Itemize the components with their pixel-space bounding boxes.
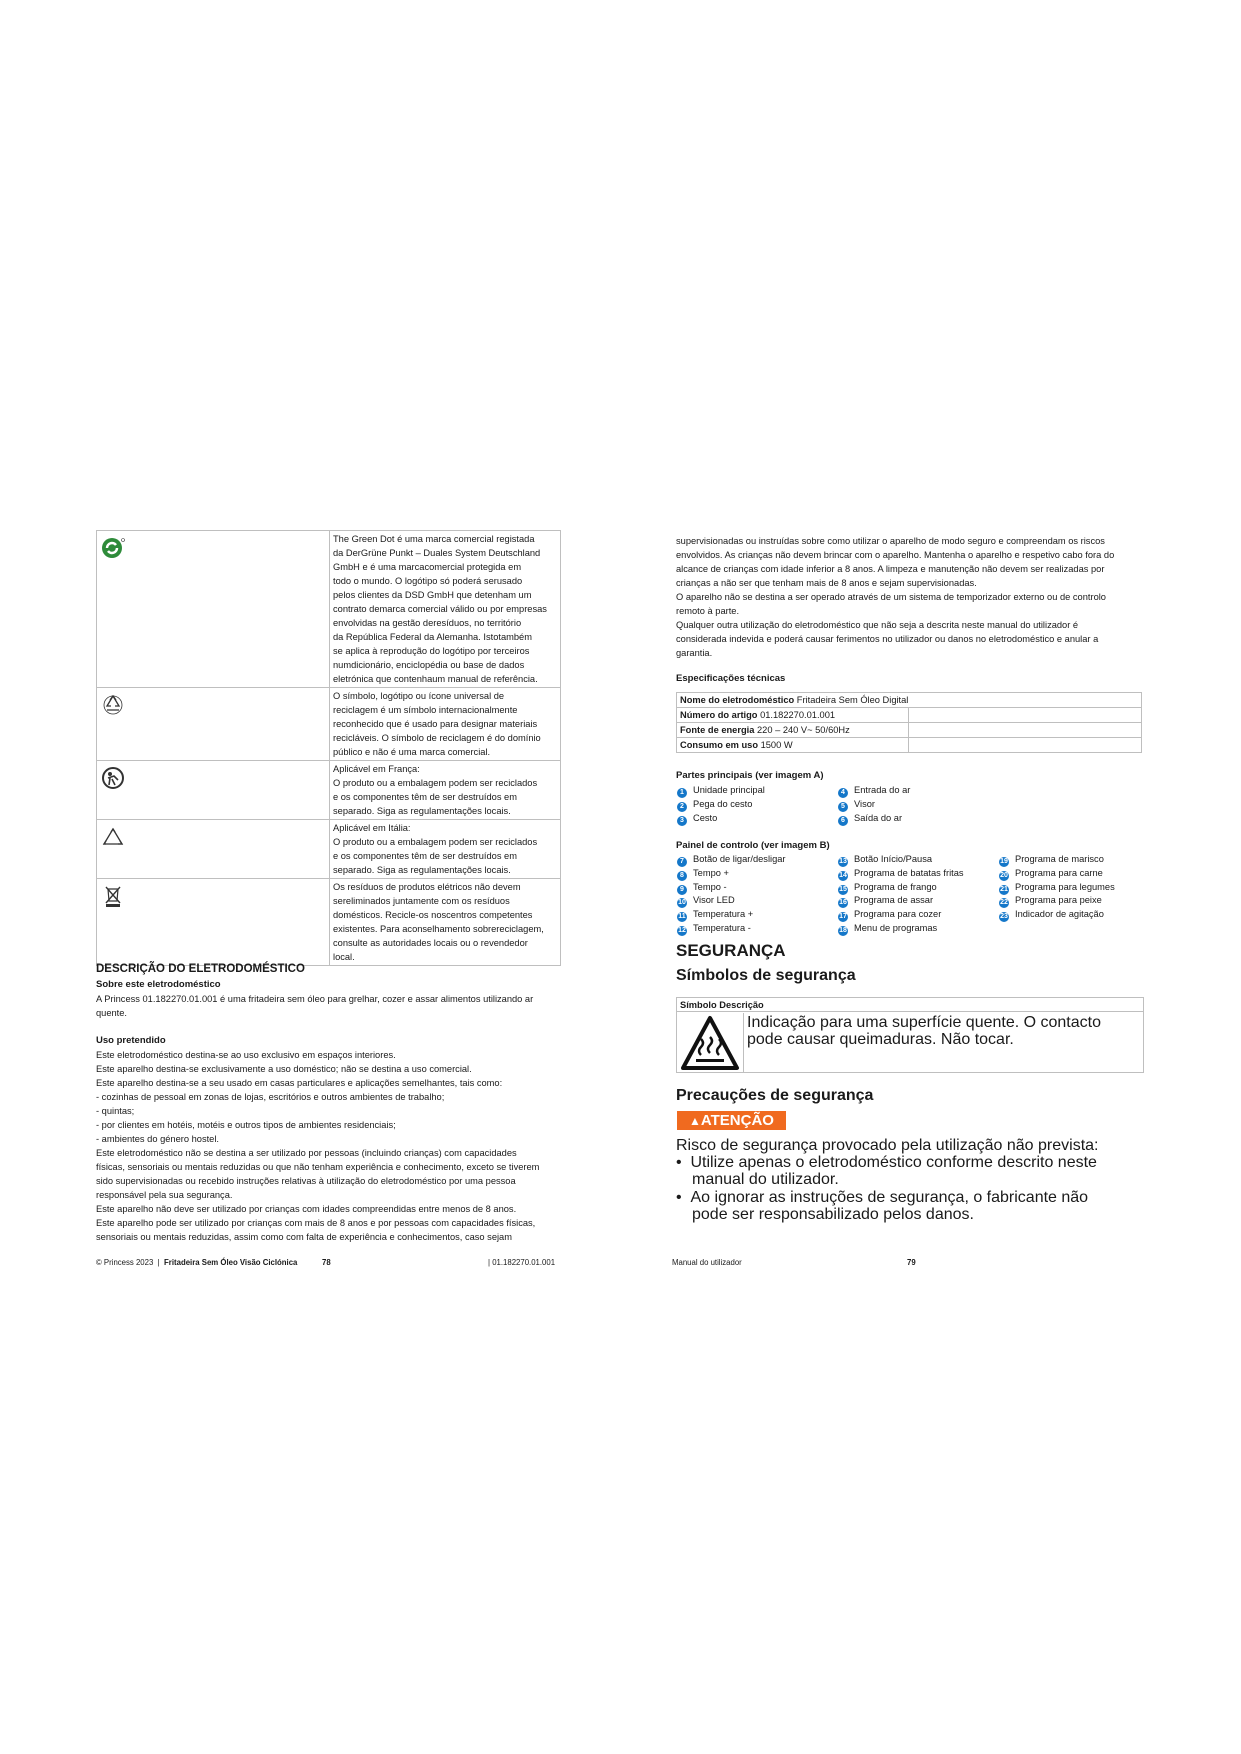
list-item: 16 Programa de assar [839,895,934,906]
list-item: 9 Tempo - [677,880,727,895]
list-item: 7 Botão de ligar/desligar [677,852,786,867]
safety-symbols-table [676,997,1144,1073]
symbol-desc: Aplicável em França: O produto ou a embalagem podem ser reciclados e os componentes têm de ser destruídos em separado. Siga as regulamentações locais. [330,761,561,820]
list-item: 8 Tempo + [677,866,729,881]
list-item: 21 Programa para legumes [1000,882,1115,893]
list-item: 20 Programa para carne [1000,868,1103,879]
safety-table-header: Símbolo Descrição [677,998,1143,1012]
symbol-desc: The Green Dot é uma marca comercial registada da DerGrüne Punkt – Duales System Deutschland GmbH e é uma marcacomercial protegida em todo o mundo. O logótipo só poderá serusado pelos clientes da DSD GmbH que detenham um contrato demarca comercial válido ou por empresas envolvidas na gestão deresíduos, no território da República Federal da Alemanha. Istotambém se aplica à reprodução do logótipo por terceiros numdicionário, enciclopédia ou base de dados eletrónica que contenhaum manual de referência. [330,531,561,688]
symbol-cell [97,531,330,688]
bullet-icon: • [676,1189,682,1206]
list-item: 5 Visor [838,797,875,812]
right-page-number: 79 [907,1258,916,1267]
recycling-icon [100,692,126,718]
symbol-cell [97,688,330,761]
list-item: 23 Indicador de agitação [1000,909,1104,920]
specs-heading: Especificações técnicas [676,673,786,684]
symbols-table [96,530,561,966]
safety-symbol-description: Indicação para uma superfície quente. O contacto pode causar queimaduras. Não tocar. [747,1014,1101,1048]
description-heading: DESCRIÇÃO DO ELETRODOMÉSTICO [96,963,305,975]
safety-heading: SEGURANÇA [676,941,786,960]
bullet-item: • Ao ignorar as instruções de segurança, o fabricante não [676,1189,1089,1206]
weee-bin-icon [100,883,126,909]
symbol-desc: O símbolo, logótipo ou ícone universal de reciclagem é um símbolo internacionalmente reconhecido que é usado para designar materiais recicláveis. O símbolo de reciclagem é do domínio público e não é uma marca comercial. [330,688,561,761]
left-footer [96,1258,297,1267]
intro-text: supervisionadas ou instruídas sobre como utilizar o aparelho de modo seguro e compreendam os riscos envolvidos. As crianças não devem brincar com o aparelho. Mantenha o aparelho e respetivo cabo fora do alcance de crianças com idade inferior a 8 anos. A limpeza e manutenção não devem ser realizadas por crianças a não ser que tenham mais de 8 anos e sejam supervisionadas. O aparelho não se destina a ser operado através de um sistema de temporizador externo ou de controlo remoto à parte. Qualquer outra utilização do eletrodoméstico que não seja a descrita neste manual do utilizador é considerada indevida e poderá causar ferimentos no utilizador ou danos no eletrodoméstico e anular a garantia. [676,536,1115,658]
bullet-item-cont: manual do utilizador. [692,1171,839,1188]
list-item: 18 Menu de programas [839,923,938,934]
specs-table [676,692,1142,753]
precautions-heading: Precauções de segurança [676,1087,874,1104]
symbol-cell [97,879,330,966]
safety-symbols-heading: Símbolos de segurança [676,967,856,984]
warning-icon: ▲ [689,1114,701,1128]
risk-text: Risco de segurança provocado pela utilização não prevista: [676,1137,1099,1154]
list-item: 22 Programa para peixe [1000,895,1102,906]
symbol-desc: Aplicável em Itália: O produto ou a embalagem podem ser reciclados e os componentes têm de ser destruídos em separado. Siga as regulamentações locais. [330,820,561,879]
list-item: 1 Unidade principal [677,783,765,798]
footer-product: Fritadeira Sem Óleo Visão Ciclónica [164,1258,298,1267]
list-item: 6 Saída do ar [838,811,902,826]
left-footer-code: | 01.182270.01.001 [488,1258,556,1267]
list-item: 2 Pega do cesto [677,797,752,812]
warning-badge: ▲ATENÇÃO [677,1111,786,1130]
list-item: 3 Cesto [677,811,717,826]
footer-copyright: © Princess 2023 [96,1258,154,1267]
spec-row: Número do artigo 01.182270.01.001 [677,708,1142,723]
list-item: 17 Programa para cozer [839,909,942,920]
about-text: A Princess 01.182270.01.001 é uma fritadeira sem óleo para grelhar, cozer e assar alimentos utilizando ar quente. [96,994,534,1018]
list-item: 4 Entrada do ar [838,783,910,798]
use-heading: Uso pretendido [96,1035,166,1046]
list-item: 13 Botão Início/Pausa [839,854,933,865]
list-item: 14 Programa de batatas fritas [839,868,964,879]
recycle-triangle-icon [100,824,126,850]
symbol-cell [97,761,330,820]
list-item: 10 Visor LED [678,895,735,906]
symbol-desc: Os resíduos de produtos elétricos não devem sereliminados juntamente com os resíduos domésticos. Recicle-os noscentros competentes existentes. Para aconselhamento sobrereciclagem, consulte as autoridades locais ou o revendedor local. [330,879,561,966]
spec-row: Nome do eletrodoméstico Fritadeira Sem Óleo Digital [677,693,1142,708]
bullet-item: • Utilize apenas o eletrodoméstico conforme descrito neste [676,1154,1097,1171]
hot-surface-icon [680,1015,740,1071]
list-item: 11 Temperatura + [678,909,754,920]
footer-separator: | [157,1258,160,1267]
panel-heading: Painel de controlo (ver imagem B) [676,840,830,851]
bullet-item-cont: pode ser responsabilizado pelos danos. [692,1206,974,1223]
bullet-icon: • [676,1154,682,1171]
safety-symbol-cell [677,1013,744,1072]
list-item: 19 Programa de marisco [1000,854,1104,865]
green-dot-icon [100,535,126,561]
parts-heading: Partes principais (ver imagem A) [676,770,824,781]
about-heading: Sobre este eletrodoméstico [96,979,221,990]
spec-row: Consumo em uso 1500 W [677,738,1142,753]
symbol-cell [97,820,330,879]
list-item: 12 Temperatura - [678,923,751,934]
use-text: Este eletrodoméstico destina-se ao uso exclusivo em espaços interiores. Este aparelho destina-se exclusivamente a uso doméstico; não se destina a uso comercial. Este aparelho destina-se a seu usado em casas particulares e aplicações semelhantes, tais como: - cozinhas de pessoal em zonas de lojas, escritórios e outros ambientes de trabalho; - quintas; - por clientes em hotéis, motéis e outros tipos de ambientes residenciais; - ambientes do género hostel. Este eletrodoméstico não se destina a ser utilizado por pessoas (incluindo crianças) com capacidades físicas, sensoriais ou mentais reduzidas ou que não tenham experiência e conhecimento, exceto se tiverem sido supervisionadas ou recebido instruções relativas à utilização do eletrodoméstico por uma pessoa responsável pela sua segurança. Este aparelho não deve ser utilizado por crianças com idades compreendidas entre menos de 8 anos. Este aparelho pode ser utilizado por crianças com mais de 8 anos e por pessoas com capacidades físicas, sensoriais ou mentais reduzidas, assim como com falta de experiência e conhecimentos, caso sejam [96,1050,540,1242]
list-item: 15 Programa de frango [839,882,937,893]
spec-row: Fonte de energia 220 – 240 V~ 50/60Hz [677,723,1142,738]
right-footer-manual: Manual do utilizador [672,1258,742,1267]
left-page-number: 78 [322,1258,331,1267]
triman-icon [100,765,126,791]
